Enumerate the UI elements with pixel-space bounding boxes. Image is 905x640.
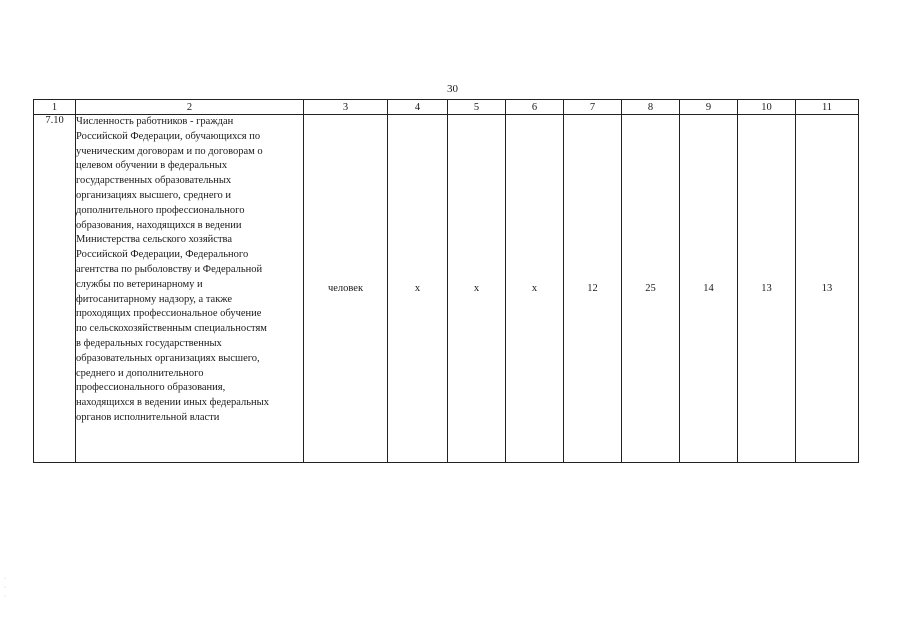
unit-cell: человек xyxy=(304,115,388,463)
scan-margin-marks: · · · xyxy=(4,576,6,600)
value-cell: x xyxy=(506,115,564,463)
value-cell: x xyxy=(388,115,448,463)
page-number: 30 xyxy=(447,83,458,95)
column-header: 10 xyxy=(738,100,796,115)
column-header: 9 xyxy=(680,100,738,115)
data-table xyxy=(33,99,859,463)
column-header: 3 xyxy=(304,100,388,115)
row-number: 7.10 xyxy=(34,115,76,463)
indicator-cell xyxy=(76,115,304,463)
value-cell: 13 xyxy=(796,115,859,463)
column-header: 8 xyxy=(622,100,680,115)
column-header: 7 xyxy=(564,100,622,115)
column-header: 1 xyxy=(34,100,76,115)
value-cell: 25 xyxy=(622,115,680,463)
value-cell: 12 xyxy=(564,115,622,463)
column-header: 2 xyxy=(76,100,304,115)
value-cell: 13 xyxy=(738,115,796,463)
table-row xyxy=(34,115,859,463)
column-header: 4 xyxy=(388,100,448,115)
indicator-text: Численность работников - граждан Российской Федерации, обучающихся по ученическим договорам и по договорам о целевом обучении в федеральных государственных образовательных организациях высшего, среднего и дополнительного профессионального образования, находящихся в ведении Министерства сельского хозяйства Российской Федерации, Федерального агентства по рыболовству и Федеральной службы по ветеринарному и фитосанитарному надзору, а также проходящих профессиональное обучение по сельскохозяйственным специальностям в федеральных государственных образовательных организациях высшего, среднего и дополнительного профессионального образования, находящихся в ведении иных федеральных органов исполнительной власти xyxy=(76,116,269,423)
column-header: 11 xyxy=(796,100,859,115)
value-cell: x xyxy=(448,115,506,463)
header-row xyxy=(34,100,859,115)
value-cell: 14 xyxy=(680,115,738,463)
column-header: 5 xyxy=(448,100,506,115)
column-header: 6 xyxy=(506,100,564,115)
